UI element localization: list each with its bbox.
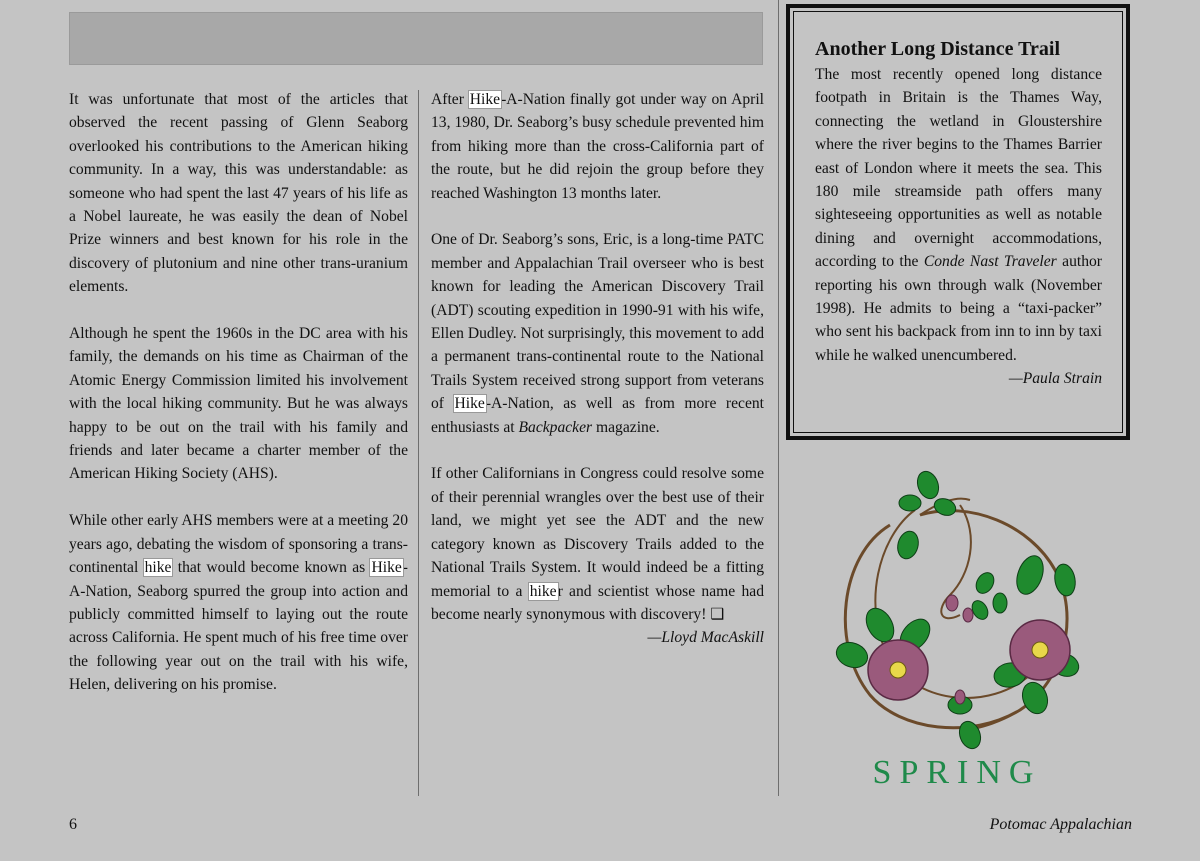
search-highlight: Hike bbox=[469, 91, 501, 108]
col1-paragraph-3 bbox=[69, 509, 408, 696]
search-highlight: hike bbox=[529, 582, 557, 600]
article-signature: —Lloyd MacAskill bbox=[647, 629, 764, 647]
magazine-name: Backpacker bbox=[518, 418, 593, 436]
sidebar-body bbox=[815, 63, 1102, 367]
article-column-2 bbox=[431, 88, 764, 650]
col2-p3-text-a: If other Californians in Congress could resolve some of their perennial wrangles over the best use of their land, we might yet see the ADT and the new category known as Discovery Trails added to the National Trails System. It would indeed be a fitting memorial to a bbox=[431, 465, 764, 600]
col1-paragraph-1: It was unfortunate that most of the articles that observed the recent passing of Glenn Seaborg overlooked his contributions to the American hiking community. In a way, this was understandable: as someone who had spent the last 47 years of his life as a Nobel laureate, he was easily the dean of Nobel Prize winners and best known for his role in the discovery of plutonium and nine other trans-uranium elements. bbox=[69, 91, 408, 296]
sidebar-box bbox=[786, 4, 1130, 440]
sidebar-body-b: author reporting his own through walk (November 1998). He admits to being a “taxi-packer” who sent his backpack from inn to inn by taxi while he walked unencumbered. bbox=[815, 253, 1102, 364]
col2-p1-text-b: -A-Nation finally got under way on April 13, 1980, Dr. Seaborg’s busy schedule prevented him from hiking more than the cross-California part of the route, but he did rejoin the group before they reached Washington 13 months later. bbox=[431, 91, 764, 202]
col1-paragraph-2: Although he spent the 1960s in the DC area with his family, the demands on his time as Chairman of the Atomic Energy Commission limited his involvement with the local hiking community. But he was always happy to be out on the trail with his family and friends and later became a charter member of the American Hiking Society (AHS). bbox=[69, 325, 408, 483]
col2-p2-text-b: -A-Nation, as well as from more recent enthusiasts at bbox=[431, 395, 764, 436]
col2-p1-text-a: After bbox=[431, 91, 464, 108]
col2-paragraph-1 bbox=[431, 88, 764, 205]
rose-flower-left bbox=[868, 640, 928, 700]
header-banner bbox=[69, 12, 763, 65]
col2-p3-text-b: r and scientist whose name had become nearly synonymous with discovery! ❑ bbox=[431, 582, 764, 623]
rose-flower-right bbox=[1010, 620, 1070, 680]
search-highlight: Hike bbox=[371, 559, 402, 577]
column-divider-2 bbox=[778, 0, 779, 796]
sidebar-signature: —Paula Strain bbox=[1008, 370, 1102, 388]
col2-p2-text-c: magazine. bbox=[596, 418, 660, 436]
article-column-1 bbox=[69, 88, 408, 720]
col1-p3-text-b: that would become known as bbox=[177, 559, 366, 577]
sidebar-title: Another Long Distance Trail bbox=[815, 38, 1061, 60]
page-number: 6 bbox=[69, 816, 77, 833]
col2-paragraph-2 bbox=[431, 228, 764, 439]
col2-p2-text-a: One of Dr. Seaborg’s sons, Eric, is a long-time PATC member and Appalachian Trail overseer who is best known for leading the American Discovery Trail (ADT) scouting expedition in 1990-91 with his wife, Ellen Dudley. Not surprisingly, this movement to add a permanent trans-continental route to the National Trails System received strong support from veterans of bbox=[431, 231, 764, 413]
sidebar-publication: Conde Nast Traveler bbox=[923, 253, 1057, 271]
col1-p3-text-a: While other early AHS members were at a meeting 20 years ago, debating the wisdom of sponsoring a trans-continental bbox=[69, 512, 408, 577]
search-highlight: hike bbox=[144, 559, 172, 577]
col1-p3-text-c: -A-Nation, Seaborg spurred the group into action and publicly committed himself to laying out the route across California. He spent much of his free time over the following year out on the trail with his wife, Helen, delivering on his promise. bbox=[69, 559, 408, 694]
spring-word: SPRING bbox=[872, 754, 1042, 791]
publication-name: Potomac Appalachian bbox=[989, 816, 1132, 833]
sidebar-body-a: The most recently opened long distance footpath in Britain is the Thames Way, connecting the wetland in Gloustershire where the river begins to the Thames Barrier east of London where it meets the sea. This 180 mile streamside path offers many sighteseeing opportunities as well as notable dining and overnight accommodations, according to the bbox=[815, 66, 1102, 271]
column-divider-1 bbox=[418, 90, 419, 796]
spring-wreath-illustration bbox=[820, 465, 1095, 795]
rose-buds bbox=[946, 595, 973, 704]
search-highlight: Hike bbox=[454, 395, 485, 413]
sidebar-inner bbox=[793, 11, 1123, 433]
col2-paragraph-3 bbox=[431, 462, 764, 626]
